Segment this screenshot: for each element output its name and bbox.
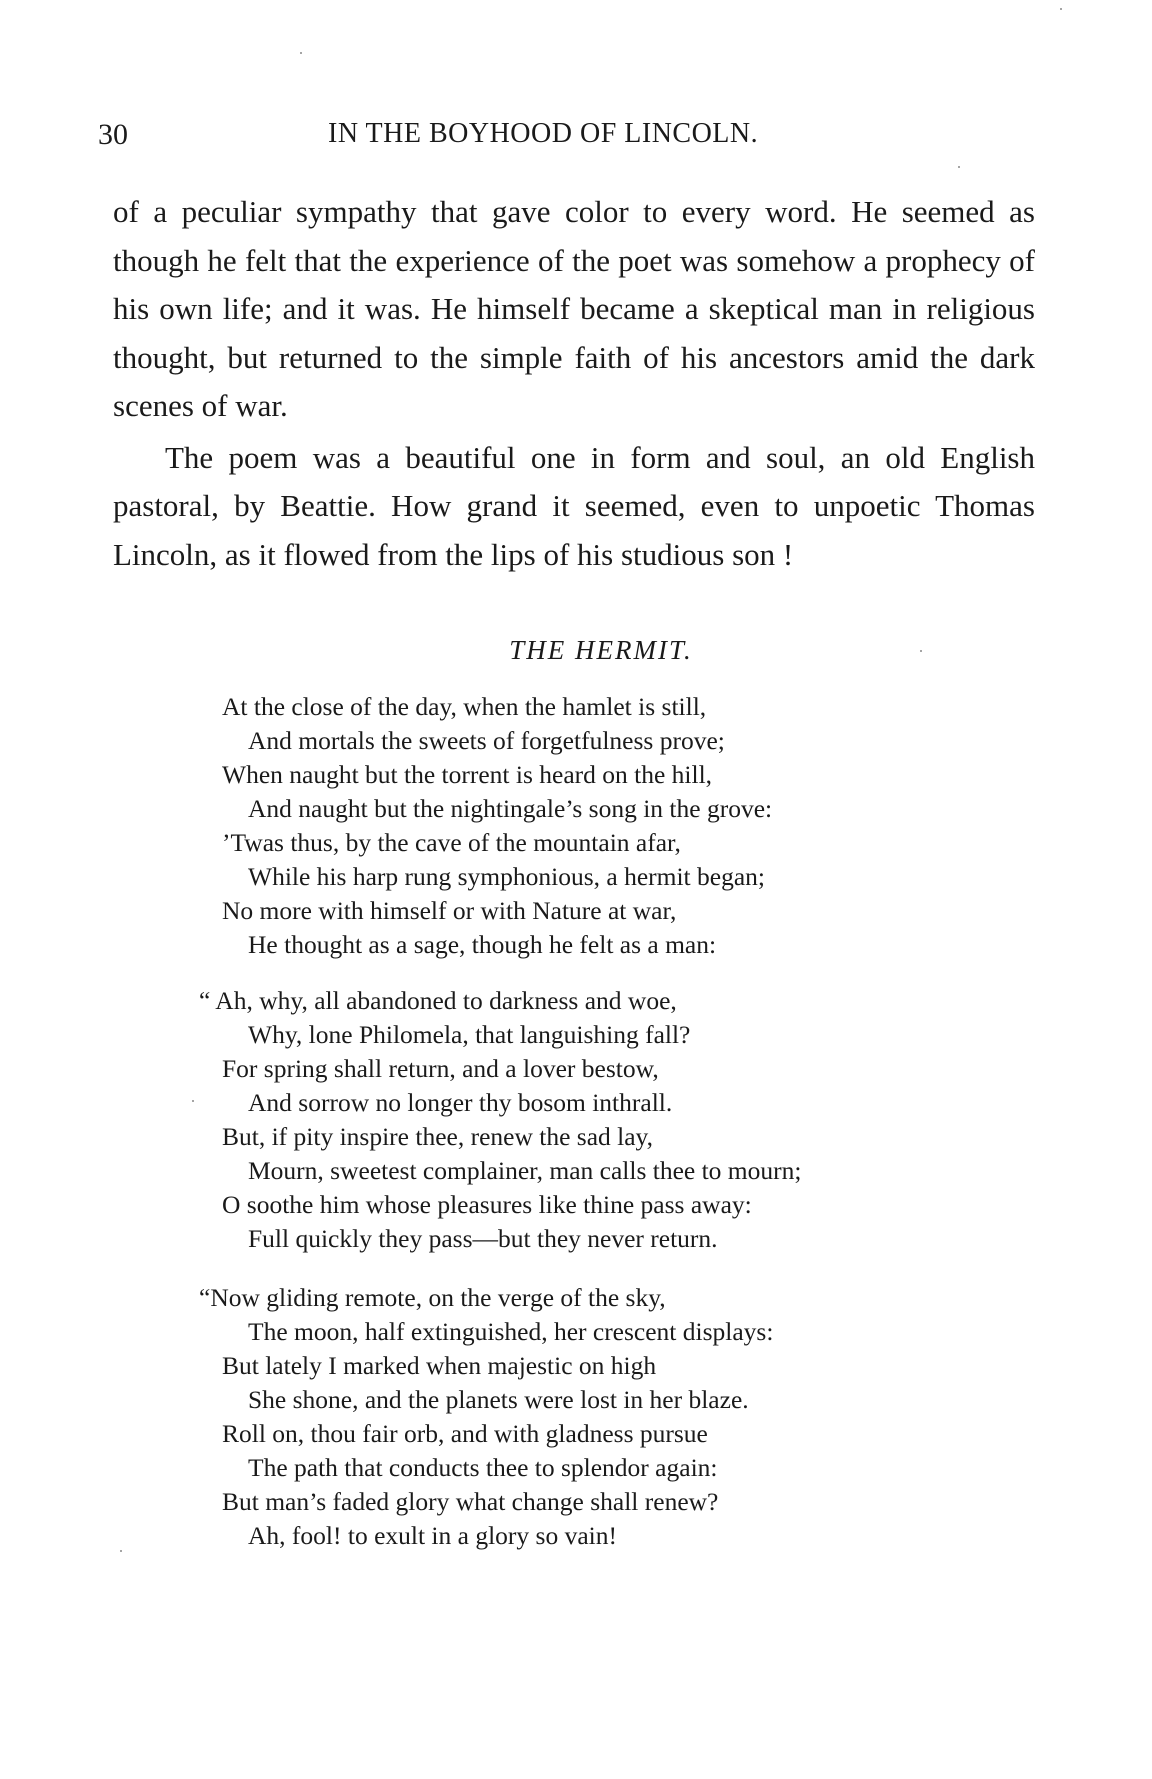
scan-speck (920, 650, 922, 652)
running-head: IN THE BOYHOOD OF LINCOLN. (328, 118, 759, 149)
paragraph: of a peculiar sympathy that gave color to every word. He seemed as though he felt that the experience of the poet was somehow a prophecy of his own life; and it was. He himself became a skeptical man in religious thought, but returned to the simple faith of his ancestors amid the dark scenes of war. (113, 194, 1035, 423)
scan-speck (192, 1100, 194, 1102)
poem-line: ’Twas thus, by the cave of the mountain afar, (222, 828, 681, 857)
scan-speck (1060, 8, 1062, 10)
poem-line: “ Ah, why, all abandoned to darkness and woe, (199, 986, 677, 1015)
poem-line: The path that conducts thee to splendor again: (248, 1453, 718, 1482)
poem-line: Full quickly they pass—but they never return. (248, 1224, 718, 1253)
poem-line: And sorrow no longer thy bosom inthrall. (248, 1088, 673, 1117)
poem-line: O soothe him whose pleasures like thine pass away: (222, 1190, 752, 1219)
page-number: 30 (98, 118, 128, 151)
poem-line: And naught but the nightingale’s song in the grove: (248, 794, 773, 823)
poem-line: But lately I marked when majestic on high (222, 1351, 657, 1380)
poem-line: He thought as a sage, though he felt as a man: (248, 930, 717, 959)
poem-line: At the close of the day, when the hamlet is still, (222, 692, 707, 721)
page-header (98, 118, 1038, 158)
paragraph: The poem was a beautiful one in form and soul, an old English pastoral, by Beattie. How grand it seemed, even to unpoetic Thomas Lincoln, as it flowed from the lips of his studious son ! (113, 439, 1035, 572)
poem-stanza (199, 1281, 982, 1553)
poem-line: She shone, and the planets were lost in her blaze. (248, 1385, 749, 1414)
poem-line: But man’s faded glory what change shall renew? (222, 1487, 719, 1516)
poem-line: While his harp rung symphonious, a hermit began; (248, 862, 765, 891)
poem-line: And mortals the sweets of forgetfulness prove; (248, 726, 725, 755)
poem-line: The moon, half extinguished, her crescent displays: (248, 1317, 774, 1346)
poem-line: Ah, fool! to exult in a glory so vain! (248, 1521, 617, 1550)
poem-stanza (199, 984, 982, 1256)
poem-line: “Now gliding remote, on the verge of the sky, (199, 1283, 666, 1312)
scan-speck (958, 166, 960, 168)
prose-body (113, 188, 1035, 579)
poem-line: For spring shall return, and a lover bestow, (222, 1054, 659, 1083)
poem-line: Why, lone Philomela, that languishing fall? (248, 1020, 691, 1049)
poem-line: Roll on, thou fair orb, and with gladness pursue (222, 1419, 708, 1448)
poem-line: Mourn, sweetest complainer, man calls thee to mourn; (248, 1156, 802, 1185)
poem-line: No more with himself or with Nature at war, (222, 896, 677, 925)
poem-line: When naught but the torrent is heard on the hill, (222, 760, 713, 789)
poem-stanza (222, 690, 982, 962)
poem-title: THE HERMIT. (509, 635, 693, 665)
scan-speck (300, 52, 302, 54)
poem-line: But, if pity inspire thee, renew the sad lay, (222, 1122, 654, 1151)
scan-speck (120, 1550, 122, 1552)
